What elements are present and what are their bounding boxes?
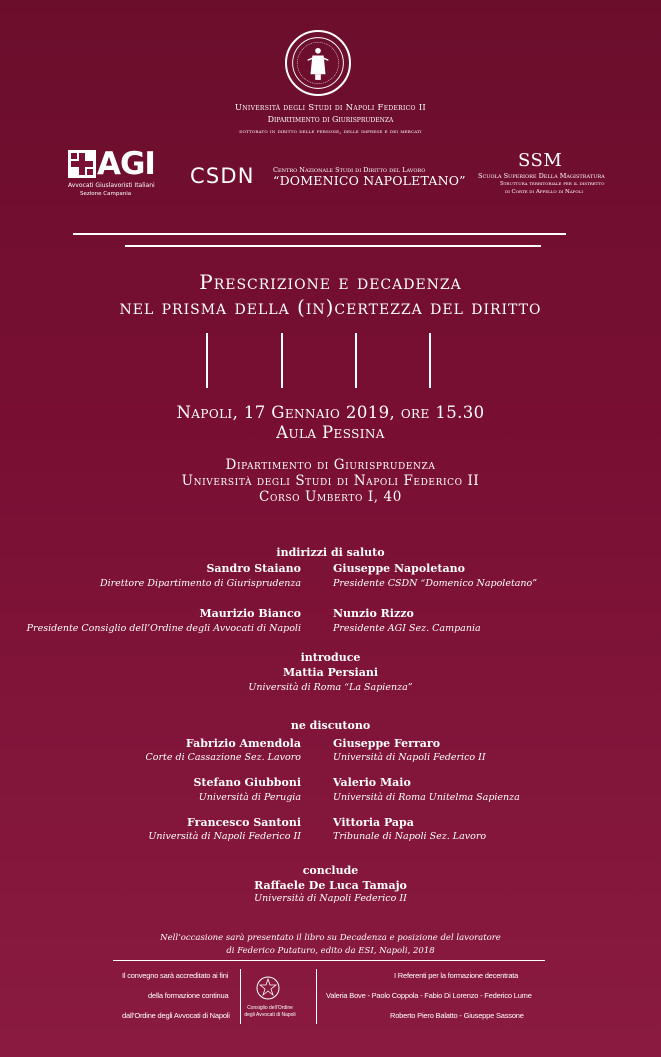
divider-bottom: [125, 245, 541, 247]
section-label-discussants: ne discutono: [290, 719, 371, 732]
university-seal: [285, 30, 351, 96]
agi-subtitle: Avvocati Giuslavoristi Italiani: [68, 182, 155, 189]
speaker-role: Tribunale di Napoli Sez. Lavoro: [333, 831, 487, 842]
section-label-greetings: indirizzi di saluto: [276, 546, 385, 559]
footer-divider: [113, 960, 545, 961]
speaker-name: Sandro Staiano: [206, 562, 301, 575]
speaker-role: Università di Napoli Federico II: [148, 831, 301, 842]
speaker-role: Presidente Consiglio dell’Ordine degli Avvocati di Napoli: [26, 623, 301, 634]
decorative-bar: [355, 333, 357, 388]
speaker-name: Francesco Santoni: [187, 816, 301, 829]
book-note-line1: Nell’occasione sarà presentato il libro su Decadenza e posizione del lavoratore: [160, 933, 501, 943]
speaker-role: Presidente AGI Sez. Campania: [333, 623, 481, 634]
ssm-line2: Struttura territoriale per il distretto: [500, 181, 605, 187]
speaker-name: Vittoria Papa: [333, 816, 414, 829]
speaker-role: Università di Napoli Federico II: [333, 752, 486, 763]
venue-university: Università degli Studi di Napoli Federico II: [181, 473, 480, 489]
accreditation-line1: Il convegno sarà accreditato ai fini: [122, 971, 229, 980]
speaker-role: Università di Napoli Federico II: [254, 893, 407, 904]
speaker-name: Stefano Giubboni: [193, 776, 301, 789]
seal-icon: [287, 32, 349, 94]
agi-logo: [68, 146, 155, 182]
book-note-line2: di Federico Putaturo, edito da ESI, Napoli, 2018: [226, 946, 435, 956]
speaker-name: Mattia Persiani: [282, 666, 379, 679]
csdn-name: “DOMENICO NAPOLETANO”: [273, 173, 466, 188]
doctorate-name: dottorato in diritto delle persone, delle imprese e dei mercati: [239, 128, 422, 135]
referents-title: I Referenti per la formazione decentrata: [394, 971, 519, 980]
speaker-role: Direttore Dipartimento di Giurisprudenza: [99, 578, 301, 589]
speaker-role: Università di Perugia: [198, 792, 301, 803]
speaker-role: Presidente CSDN “Domenico Napoletano”: [333, 578, 538, 589]
speaker-name: Giuseppe Napoletano: [333, 562, 465, 575]
footer-separator: [316, 969, 317, 1024]
bar-council-emblem-icon: [255, 975, 281, 1001]
divider-top: [73, 233, 566, 235]
ssm-line3: di Corte di Appello di Napoli: [505, 189, 583, 195]
ssm-wordmark: SSM: [518, 150, 563, 171]
csdn-wordmark: CSDN: [190, 164, 255, 188]
accreditation-line3: dall’Ordine degli Avvocati di Napoli: [122, 1011, 230, 1020]
speaker-role: Corte di Cassazione Sez. Lavoro: [145, 752, 301, 763]
speaker-role: Università di Roma “La Sapienza”: [248, 682, 413, 693]
speaker-name: Fabrizio Amendola: [185, 737, 301, 750]
emblem-caption-line2: degli Avvocati di Napoli: [244, 1012, 296, 1018]
referents-line1: Valeria Bove - Paolo Coppola - Fabio Di Lorenzo - Federico Lume: [326, 991, 532, 1000]
speaker-name: Giuseppe Ferraro: [333, 737, 441, 750]
venue-department: Dipartimento di Giurisprudenza: [225, 457, 436, 473]
section-label-intro: introduce: [300, 651, 361, 664]
decorative-bar: [281, 333, 283, 388]
csdn-subtitle: Centro Nazionale Studi di Diritto del Lavoro: [273, 166, 426, 174]
decorative-bar: [429, 333, 431, 388]
agi-cross-icon: [68, 150, 96, 178]
section-label-conclude: conclude: [302, 864, 359, 877]
emblem-caption-line1: Consiglio dell’Ordine: [247, 1005, 293, 1011]
university-name: Università degli Studi di Napoli Federico II: [234, 103, 427, 113]
agi-wordmark: AGI: [97, 146, 155, 182]
event-title-line1: Prescrizione e decadenza: [199, 270, 462, 294]
speaker-role: Università di Roma Unitelma Sapienza: [333, 792, 520, 803]
venue-address: Corso Umberto I, 40: [259, 489, 402, 505]
speaker-name: Nunzio Rizzo: [333, 607, 414, 620]
agi-section: Sezione Campania: [80, 191, 132, 197]
speaker-name: Valerio Maio: [333, 776, 411, 789]
decorative-bar: [206, 333, 208, 388]
department-name: Dipartimento di Giurisprudenza: [267, 115, 394, 124]
event-date: Napoli, 17 Gennaio 2019, ore 15.30: [176, 403, 485, 422]
speaker-name: Maurizio Bianco: [199, 607, 301, 620]
event-title-line2: nel prisma della (in)certezza del diritto: [119, 295, 542, 319]
accreditation-line2: della formazione continua: [148, 991, 229, 1000]
speaker-name: Raffaele De Luca Tamajo: [254, 879, 407, 892]
event-room: Aula Pessina: [276, 423, 385, 442]
referents-line2: Roberto Piero Balatto - Giuseppe Sassone: [390, 1011, 524, 1020]
ssm-line1: Scuola Superiore Della Magistratura: [478, 172, 605, 180]
